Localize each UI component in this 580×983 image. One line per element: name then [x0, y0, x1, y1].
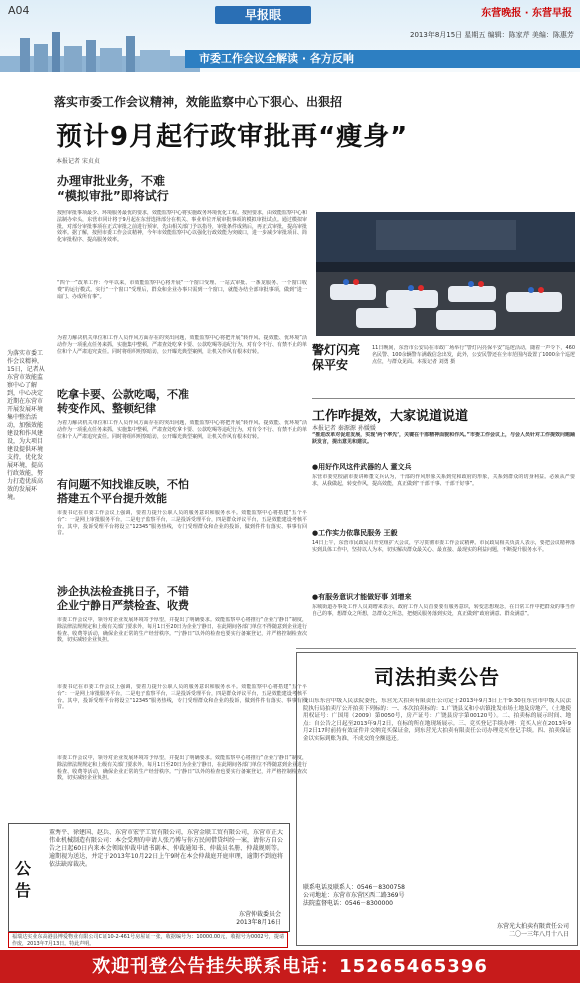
lead-body-6: 市委书记在市委工作会议上强调，要着力提升公职人员的服务意识和服务水平。效能监察中心将搭建“五个平台”：一是网上审批服务平台，二是电子监察平台，三是投诉受理平台，四是群众评议平台，五是效能建设考核平台。其中，投诉受理平台将设立“12345”服务热线，专门受理群众和企业的投诉，做到件件有落实、事事有回音。 [57, 684, 307, 711]
topic-band: 市委工作会议全解读 · 各方反响 [185, 50, 580, 68]
right-story-subhead-a: ●用好作风这件武器的人 董文兵 [312, 463, 412, 471]
auction-contact: 联系电话及联系人：0546－8300758 公司地址：东营市东营区西二路369号 法院监督电话：0546－8300000 [303, 884, 405, 907]
right-story-text-b: 14日上午，东营市民政局召开党组扩大会议，学习贯彻市委工作会议精神。市民政局相关负责人表示，要把会议精神落实到具体工作中，坚持以人为本，切实解决群众最关心、最直接、最现实的利益问题，不断提升服务水平。 [312, 540, 575, 553]
lead-body-4: 市委书记在市委工作会议上强调，要着力提升公职人员的服务意识和服务水平。效能监察中心将搭建“五个平台”：一是网上审批服务平台，二是电子监察平台，三是投诉受理平台，四是群众评议平台，五是效能建设考核平台。其中，投诉受理平台将设立“12345”服务热线，专门受理群众和企业的投诉，做到件件有落实、事事有回音。 [57, 510, 307, 537]
lead-body-7: 市委工作会议中，领导对企业发展环境寄予厚望，并提出了明确要求。效能监察中心将推行“企业宁静日”制度，除法律法规规定和上级有关部门要求外，每月1日至20日为企业宁静日，在此期间各部门单位不得随意到企业进行检查、收费等活动，确保企业正常的生产经营秩序。“宁静日”以外的检查也要实行备案登记，并严格控制检查次数，切实减轻企业负担。 [57, 755, 307, 782]
right-story-text-a: 东营市委党校副市委讲师董文兵认为，干部的作风形象关系到党和政府的形象，关系到群众的切身利益。必须从严要求，从我做起，转变作风，提高效能，真正做到“干部干事、干部干好事”。 [312, 474, 575, 487]
photo-caption-title: 警灯闪亮 保平安 [312, 343, 361, 372]
lead-body-1: 按照审批事项最少、环境服务最优的要求，效能监察中心将实施政务环境优化工程。按照要求，由效能监察中心和法制办牵头，东营市同计将于9月起在东营选择部分在机关、事业单位开展审批事项的模拟审批试点。通过模拟审批，对部分审批事项在正式审批之前进行预审，先由相关部门予以指导，审批条件成熟后，再正式审批，提高审批效率。据了解，按照市委工作会议精神，今年市效能监察中心以强化行政效能为突破口，进一步减少审批项目、简化审批程序、提高服务效率。 [57, 210, 307, 244]
lead-kicker: 落实市委工作会议精神，效能监察中心下狠心、出狠招 [54, 95, 343, 109]
lead-subhead-4: 有问题不知找谁反映，不怕 搭建五个平台提升效能 [57, 478, 189, 505]
loss-notice: 福瑞达实业东高港县博爱物业有限公司C证10-2-461号房屋证一张，收据编号为：10000.00元，收据号为0002号，提请作废，2013年7月13日。特此声明。 [8, 932, 288, 948]
lead-headline: 预计9月起行政审批再“瘦身” [56, 122, 409, 152]
lead-subhead-1-line1: 办理审批业务，不难 [57, 174, 166, 188]
lead-subhead-3: 吃拿卡要、公款吃喝，不准 转变作风、整顿纪律 [57, 388, 189, 415]
page-number: A04 [8, 4, 30, 17]
newspaper-brand: 东营晚报 · 东营早报 [481, 8, 572, 19]
lead-subhead-1-line2: “模拟审批”即将试行 [57, 189, 169, 203]
lead-body-3: 为着力解决机关单位和工作人员作风方面存在的突出问题，效能监察中心将把开展“转作风、提效能、优环境”活动作为一项重点任务来抓，实施集中整顿，严肃查处吃拿卡要、公款吃喝等违纪行为，对有令不行、有禁不止的单位和个人严肃追究责任。同时将组织明察暗访，公开曝光典型案例，让机关作风有根本好转。 [57, 420, 307, 440]
auction-top-rule [296, 648, 576, 649]
public-notice-text: 董秀平、徐建国、赵兵、东营市宏宇工贸有限公司，东营金联工贸有限公司，东营市正大伟业机械制造有限公司：本会受理的申请人张乃博与你方民间借贷纠纷一案，请你方自公告之日起60日内来本会领取仲裁申请书副本、仲裁通知书、仲裁员名册、仲裁规则等。逾期视为送达，并定于2013年10月22日上午9时在本会仲裁庭开庭审理，逾期不到庭将依法缺席裁决。 [49, 829, 283, 868]
auction-title: 司法拍卖公告 [374, 665, 500, 689]
police-cars-photo [316, 212, 575, 336]
auction-signature: 东营光大拍卖有限责任公司 二〇一三年八月十八日 [496, 923, 569, 938]
lead-body-2b: 为着力解决机关单位和工作人员作风方面存在的突出问题，效能监察中心将把开展“转作风、提效能、优环境”活动作为一项重点任务来抓，实施集中整顿，严肃查处吃拿卡要、公款吃喝等违纪行为，对有令不行、有禁不止的单位和个人严肃追究责任。同时将组织明察暗访，公开曝光典型案例，让机关作风有根本好转。 [57, 335, 307, 355]
right-story-subhead-c: ●有服务意识才能做好事 刘增来 [312, 593, 412, 601]
public-notice-signature: 东营仲裁委员会 2013年8月16日 [236, 911, 281, 926]
masthead [0, 0, 580, 72]
auction-notice-box [296, 652, 578, 946]
right-story-text-c: 东城街道办事处工作人员刘增来表示，政府工作人员首要要有服务意识，转变思想观念，在日常工作中把群众的事当作自己的事，想群众之所想，急群众之所急，把便民服务落到实处，真正做到“政府满意、群众满意”。 [312, 604, 575, 617]
lead-body-5: 市委工作会议中，领导对企业发展环境寄予厚望，并提出了明确要求。效能监察中心将推行“企业宁静日”制度，除法律法规规定和上级有关部门要求外，每月1日至20日为企业宁静日，在此期间各部门单位不得随意到企业进行检查、收费等活动，确保企业正常的生产经营秩序。“宁静日”以外的检查也要实行备案登记，并严格控制检查次数，切实减轻企业负担。 [57, 617, 307, 644]
public-notice-label: 公告 [15, 859, 32, 900]
lead-byline: 本报记者 宋贞贞 [56, 158, 100, 165]
footer-ad-banner: 欢迎刊登公告挂失联系电话：15265465396 [0, 950, 580, 983]
right-story-headline: 工作咋提效，大家说道说道 [312, 409, 469, 424]
auction-text: 受山东东营中级人民法院委托，东营光大拍卖有限责任公司定于2013年9月3日上午9:30在东营市中级人民法院执行局拍卖厅公开拍卖下列标的：一、本次拍卖标的：1.广饶县义和小店镇批发市场土地及房地产，（土地使用权证号：广国用（2009）第0050号，房产证号：广饶县房字第00120号）。二、拍卖标的展示时间、地点：自公告之日起至2013年9月2日，在标的所在地现场展示。三、竞买登记手续办理：竞买人应在2013年9月2日17时前持有效证件并交纳竞买保证金，到东营光大拍卖有限责任公司办理竞买登记手续。四、拍卖保证金以实际到账为准，不成交的全额退还。 [303, 698, 571, 742]
lead-subhead-1 [57, 174, 169, 204]
public-notice-box [8, 823, 290, 932]
divider [312, 398, 575, 399]
lead-sidebar: 为落实市委工作会议精神，15日，记者从东营市效能监察中心了解到，中心决定近期在东营市开展发展环境集中整治活动，加强效能建设和作风建设，为大项目建设提供环境支持，优化发展环境，提高行政效能，努力打造优质高效的发展环境。 [7, 350, 45, 501]
right-story-byline: 本报记者 秦源源 孙媛媛 [312, 425, 376, 432]
right-story-lede: “推进改革对促进发展，实现‘两个率先’，关键在干部精神面貌和作风。”市委工作会议上，与会人员针对工作提效问题踊跃发言，提出意见和建议。 [312, 432, 575, 445]
dateline: 2013年8月15日 星期五 编辑：陈家芹 美编：陈惠芳 [410, 31, 574, 39]
city-skyline-image [0, 26, 200, 72]
section-label: 早报眼 [215, 6, 311, 24]
right-story-subhead-b: ●工作实力依靠民服务 王毅 [312, 529, 398, 537]
lead-subhead-5: 涉企执法检查挑日子，不错 企业宁静日严禁检查、收费 [57, 585, 189, 612]
photo-caption-text: 11日晚间，东营市公安局在市政广场举行“警灯闪亮保平安”巡逻活动，随着一声令下，460名民警、100余辆警车满载信念出发，此外，公安民警还在全市范围内设置了1000余个巡逻点位，与群众见面。本报记者 刘勇 摄 [372, 345, 575, 365]
lead-body-2: “四个一”改革工作：今年以来，市效能监察中心将开展“一个窗口受理、一站式审批、一条龙服务、一个窗口收费”的运行模式。实行“一个窗口”受理后，群众和企业办事只需到一个窗口，就能办结全部审批事项，做到“进一扇门、办成所有事”。 [57, 280, 307, 300]
